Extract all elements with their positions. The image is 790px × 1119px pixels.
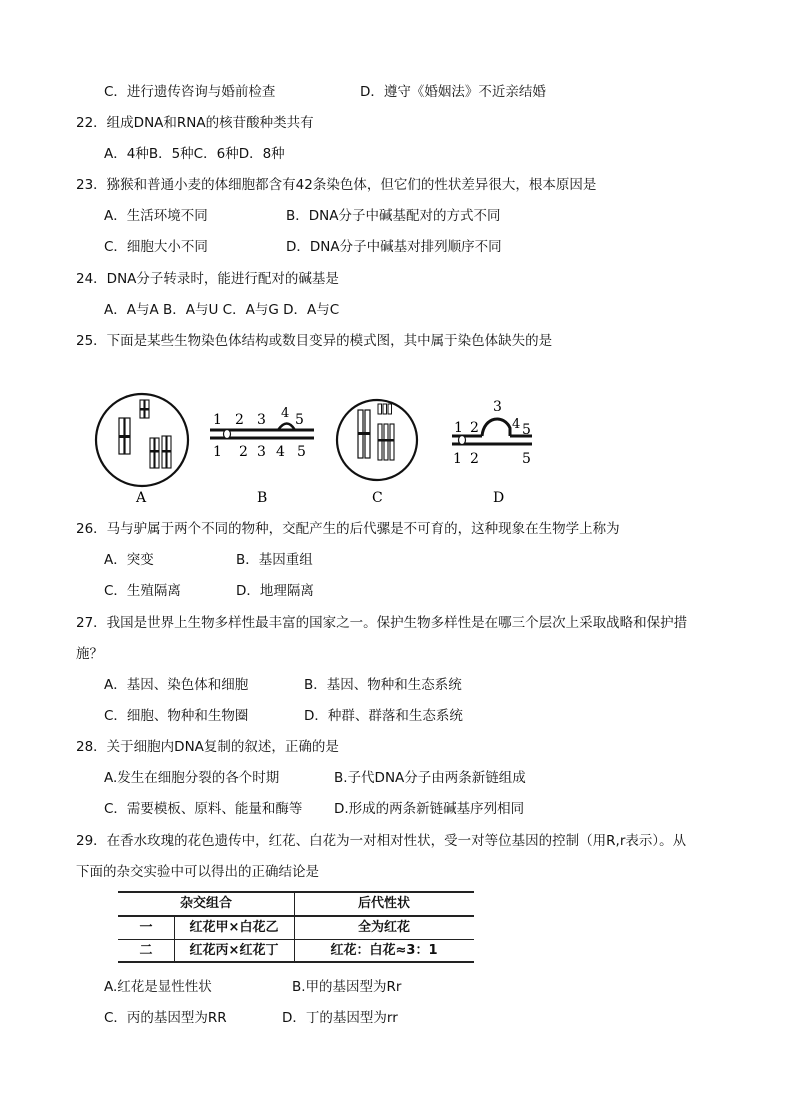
q23-option-a: A．生活环境不同	[104, 208, 208, 224]
q29-option-c: C．丙的基因型为RR	[104, 1010, 227, 1026]
b-bottom-3: 3	[257, 444, 266, 460]
table-bottom-rule	[118, 961, 474, 963]
d-top-2: 2	[470, 420, 479, 436]
table-header-cross: 杂交组合	[179, 896, 232, 911]
q21-option-c: C．进行遗传咨询与婚前检查	[104, 84, 276, 100]
b-bottom-2: 2	[239, 444, 248, 460]
q26-option-b: B．基因重组	[236, 552, 313, 568]
diagram-a	[96, 394, 188, 506]
d-top-5: 5	[522, 422, 531, 438]
d-top-3: 3	[493, 399, 502, 415]
q24-options: A．A与A B．A与U C．A与G D．A与C	[104, 302, 340, 318]
q27-option-b: B．基因、物种和生态系统	[304, 677, 462, 693]
chromosome-variation-diagram	[92, 384, 652, 512]
table-header-rule	[118, 915, 474, 917]
table-row-2-num: 二	[139, 943, 153, 958]
q28-option-c: C．需要模板、原料、能量和酶等	[104, 801, 303, 817]
q23-option-b: B．DNA分子中碱基配对的方式不同	[286, 208, 501, 224]
q23-option-c: C．细胞大小不同	[104, 239, 208, 255]
q29-stem-line2: 下面的杂交实验中可以得出的正确结论是	[76, 864, 319, 880]
d-bottom-2: 2	[470, 451, 479, 467]
table-row-1-result: 全为红花	[357, 920, 410, 935]
q27-option-d: D．种群、群落和生态系统	[304, 708, 463, 724]
table-row-1-cross: 红花甲×白花乙	[189, 920, 279, 935]
q26-stem: 26．马与驴属于两个不同的物种，交配产生的后代骡是不可育的，这种现象在生物学上称为	[76, 521, 620, 537]
q29-option-d: D．丁的基因型为rr	[282, 1010, 398, 1026]
label-a: A	[136, 490, 147, 506]
q23-stem: 23．猕猴和普通小麦的体细胞都含有42条染色体，但它们的性状差异很大，根本原因是	[76, 177, 597, 193]
q28-stem: 28．关于细胞内DNA复制的叙述，正确的是	[76, 739, 339, 755]
q27-option-a: A．基因、染色体和细胞	[104, 677, 249, 693]
b-top-3: 3	[257, 412, 266, 428]
q24-stem: 24．DNA分子转录时，能进行配对的碱基是	[76, 271, 339, 287]
q28-option-a: A.发生在细胞分裂的各个时期	[104, 770, 280, 786]
q25-stem: 25．下面是某些生物染色体结构或数目变异的模式图，其中属于染色体缺失的是	[76, 333, 553, 349]
q26-option-d: D．地理隔离	[236, 583, 314, 599]
d-bottom-1: 1	[453, 451, 462, 467]
b-bottom-1: 1	[213, 444, 222, 460]
table-row-2-result: 红花：白花≈3：1	[330, 943, 438, 958]
q26-option-c: C．生殖隔离	[104, 583, 181, 599]
label-d: D	[493, 490, 505, 506]
table-row-2-cross: 红花丙×红花丁	[189, 943, 279, 958]
q29-option-a: A.红花是显性性状	[104, 979, 212, 995]
diagram-c	[337, 400, 417, 506]
table-top-rule	[118, 891, 474, 893]
b-top-2: 2	[235, 412, 244, 428]
label-b: B	[257, 490, 268, 506]
q22-stem: 22．组成DNA和RNA的核苷酸种类共有	[76, 115, 314, 131]
diagram-b	[210, 406, 314, 506]
q22-options: A．4种B．5种C．6种D．8种	[104, 146, 285, 162]
cross-experiment-table	[118, 891, 474, 963]
q27-stem-line2: 施？	[76, 646, 103, 662]
b-bottom-4: 4	[276, 444, 285, 460]
q28-option-b: B.子代DNA分子由两条新链组成	[334, 770, 526, 786]
d-top-4: 4	[512, 417, 521, 432]
q28-option-d: D.形成的两条新链碱基序列相同	[334, 801, 525, 817]
q26-option-a: A．突变	[104, 552, 154, 568]
q23-option-d: D．DNA分子中碱基对排列顺序不同	[286, 239, 502, 255]
b-top-4: 4	[281, 406, 290, 421]
q27-option-c: C．细胞、物种和生物圈	[104, 708, 249, 724]
d-bottom-5: 5	[522, 451, 531, 467]
b-top-5: 5	[295, 412, 304, 428]
table-row-rule	[118, 939, 474, 940]
label-c: C	[372, 490, 383, 506]
b-bottom-5: 5	[297, 444, 306, 460]
q29-option-b: B.甲的基因型为Rr	[292, 979, 402, 995]
table-row-1-num: 一	[139, 920, 153, 935]
b-top-1: 1	[213, 412, 222, 428]
d-top-1: 1	[454, 420, 463, 436]
table-header-result: 后代性状	[357, 896, 410, 911]
q27-stem-line1: 27．我国是世界上生物多样性最丰富的国家之一。保护生物多样性是在哪三个层次上采取战略和保护措	[76, 615, 688, 631]
diagram-d	[452, 399, 532, 506]
q29-stem-line1: 29．在香水玫瑰的花色遗传中，红花、白花为一对相对性状，受一对等位基因的控制（用R,r表示）。从	[76, 833, 687, 849]
q21-option-d: D．遵守《婚姻法》不近亲结婚	[360, 84, 546, 100]
